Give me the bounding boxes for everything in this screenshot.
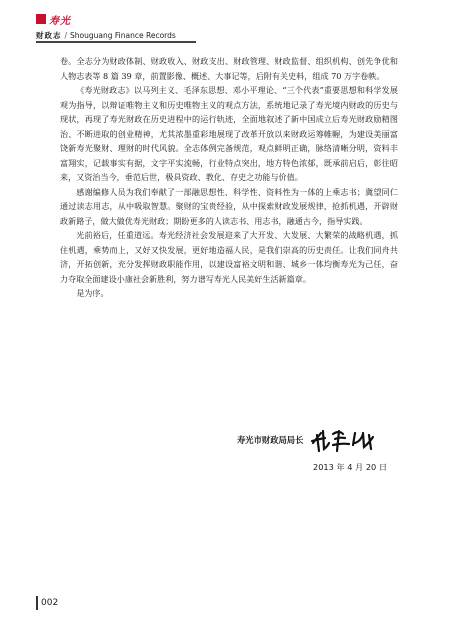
book-subtitle [36,30,176,41]
signer-title: 寿光市财政局局长 [237,435,304,445]
paragraph-1: 卷。全志分为财政体制、财政收入、财政支出、财政管理、财政监督、组织机构、创先争优和人物志表等 8 篇 39 章，前置影像、概述、大事记等，后附有关史料，组成 70 万字卷帙。 [60,56,398,81]
handwritten-signature [309,425,379,455]
page-footer [36,596,58,610]
paragraph-2: 《寿光财政志》以马列主义、毛泽东思想、邓小平理论、“三个代表”重要思想和科学发展观为指导，以辩证唯物主义和历史唯物主义的观点方法，系统地记录了寿光境内财政的历史与现状，再现了寿光财政在历史进程中的运行轨迹，全面地叙述了新中国成立后寿光财政励精图治、不断进取的创业精神，尤其浓墨重彩地展现了改革开放以来财政运筹帷幄，为建设美丽富饶新寿光聚财、理财的时代风貌。全志体例完备规范，观点鲜明正确，脉络清晰分明，资料丰富翔实，记载事实有据，文字平实流畅，行业特点突出，地方特色浓郁，既承前启后，彰往昭来，又资治当今，垂范后世，极具资政、教化、存史之功能与价值。 [60,85,398,182]
logo-mark [36,14,46,24]
paragraph-4: 光前裕后，任重道远。寿光经济社会发展迎来了大开发、大发展、大繁荣的战略机遇，抓住机遇，乘势而上，又好又快发展，更好地造福人民，是我们崇高的历史责任。让我们同舟共济，开拓创新，充分发挥财政职能作用，以建设富裕文明和谐、城乡一体均衡寿光为己任，奋力夺取全面建设小康社会新胜利，努力谱写寿光人民美好生活新篇章。 [60,230,398,284]
book-title-en: Shouguang Finance Records [70,31,176,40]
paragraph-3: 感谢编修人员为我们奉献了一部融思想性、科学性、资料性为一体的上乘志书；冀望同仁通过读志用志，从中吸取智慧。聚财的宝贵经验，从中探索财政发展规律，抢抓机遇，开辟财政新路子，做大做优寿光财政；期盼更多的人读志书、用志书，融通古今，指导实践。 [60,186,398,226]
footer-bar [36,596,38,610]
paragraph-5: 是为序。 [76,288,109,298]
page-number: 002 [41,598,59,608]
date-line: 2013 年 4 月 20 日 [313,462,388,472]
signature-block [237,422,427,458]
logo-title: 寿光 [49,16,71,27]
header-rule [36,41,196,43]
preface-body [60,54,398,301]
book-title-cn: 财政志 [36,31,62,40]
page-header [36,12,416,48]
title-separator: / [64,31,68,40]
